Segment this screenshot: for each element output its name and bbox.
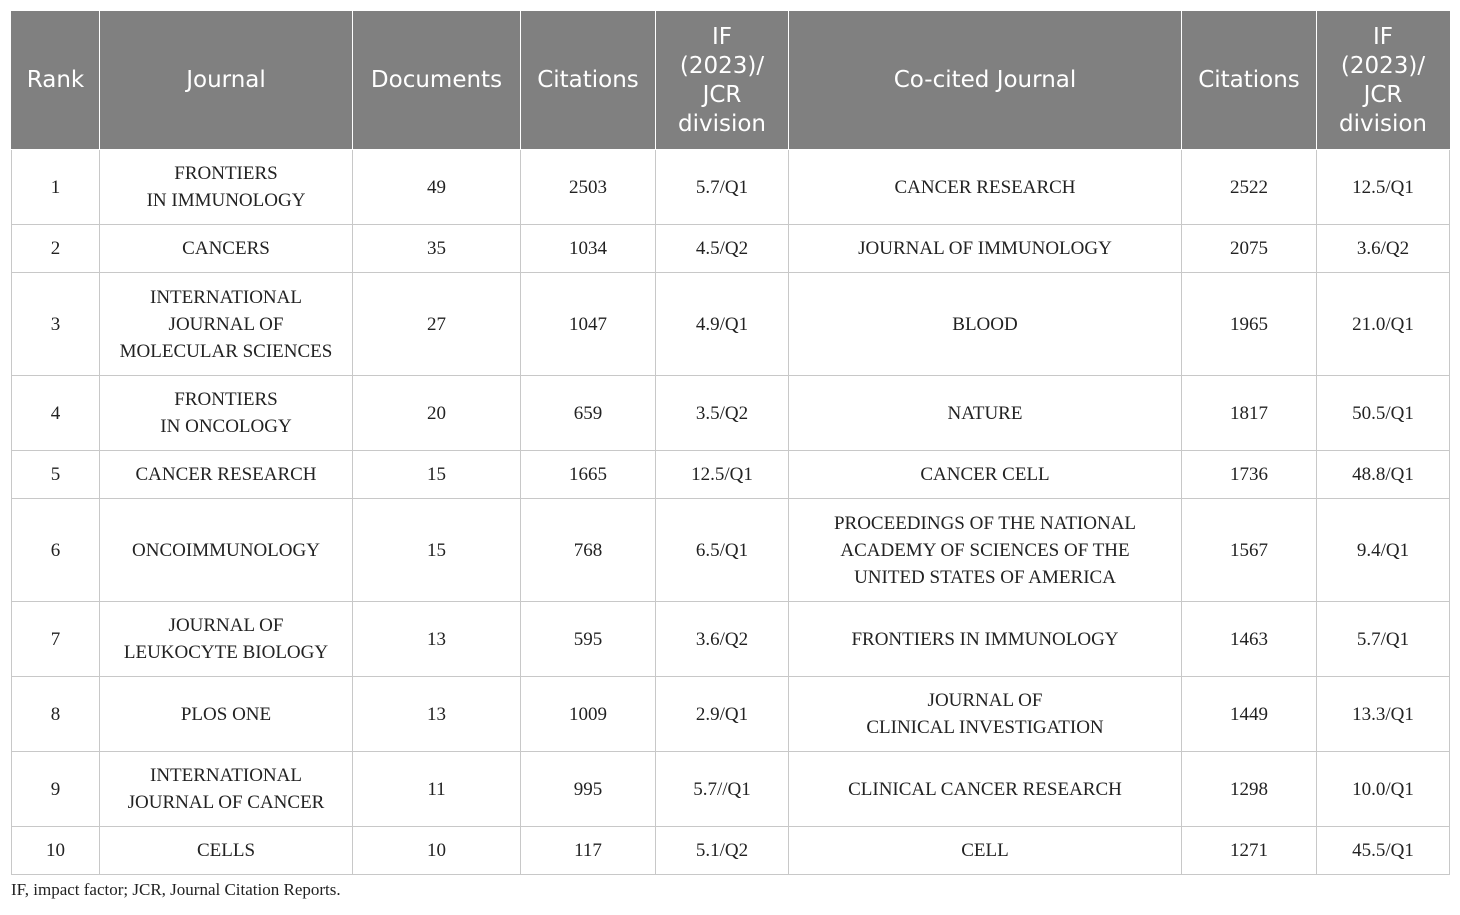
- header-if-jcr: [656, 12, 789, 150]
- header-documents: Documents: [353, 12, 521, 150]
- cell-journal: [100, 752, 353, 827]
- cell-documents: 13: [353, 602, 521, 677]
- header-if-jcr-line: JCR: [702, 81, 742, 108]
- cell-journal: [100, 376, 353, 451]
- table-row: [12, 150, 1450, 225]
- cell-journal-line: CANCER RESEARCH: [135, 464, 317, 485]
- cell-rank: 8: [12, 677, 100, 752]
- header-cocited-if-jcr: [1317, 12, 1450, 150]
- cell-citations: 117: [521, 827, 656, 875]
- cell-journal-line: JOURNAL OF: [168, 313, 284, 335]
- cell-cocited-citations: 1567: [1182, 499, 1317, 602]
- cell-cocited-if-jcr: 3.6/Q2: [1317, 225, 1450, 273]
- cell-journal: [100, 273, 353, 376]
- cell-journal: [100, 602, 353, 677]
- cell-cocited-journal-line: CANCER RESEARCH: [894, 176, 1076, 198]
- cell-if-jcr: 3.6/Q2: [656, 602, 789, 677]
- cell-journal-line: IN IMMUNOLOGY: [146, 190, 306, 211]
- table-row: [12, 602, 1450, 677]
- header-cocited-if-jcr-line: (2023)/: [1340, 52, 1426, 79]
- cell-cocited-if-jcr: 12.5/Q1: [1317, 150, 1450, 225]
- cell-cocited-journal: [789, 677, 1182, 752]
- cell-cocited-citations: 2522: [1182, 150, 1317, 225]
- cell-cocited-journal-line: FRONTIERS IN IMMUNOLOGY: [851, 628, 1119, 650]
- cell-journal: [100, 827, 353, 875]
- cell-cocited-journal: [789, 827, 1182, 875]
- cell-cocited-journal-line: JOURNAL OF: [927, 690, 1043, 711]
- cell-if-jcr: 12.5/Q1: [656, 451, 789, 499]
- header-journal: Journal: [100, 12, 353, 150]
- cell-documents: 15: [353, 499, 521, 602]
- cell-journal: [100, 677, 353, 752]
- header-cocited-if-jcr-line: division: [1338, 110, 1427, 137]
- cell-cocited-citations: 1463: [1182, 602, 1317, 677]
- cell-documents: 13: [353, 677, 521, 752]
- cell-cocited-citations: 1965: [1182, 273, 1317, 376]
- cell-cocited-journal-line: CLINICAL INVESTIGATION: [866, 717, 1104, 738]
- cell-cocited-journal: [789, 602, 1182, 677]
- table-row: [12, 376, 1450, 451]
- table-body: [12, 150, 1450, 875]
- cell-cocited-journal: [789, 273, 1182, 376]
- cell-if-jcr: 4.5/Q2: [656, 225, 789, 273]
- table-row: [12, 451, 1450, 499]
- header-cocited-journal: Co-cited Journal: [789, 12, 1182, 150]
- cell-cocited-journal: [789, 499, 1182, 602]
- cell-citations: 768: [521, 499, 656, 602]
- cell-journal-line: INTERNATIONAL: [150, 286, 302, 308]
- table-footnote: IF, impact factor; JCR, Journal Citation Reports.: [11, 880, 341, 899]
- cell-journal-line: ONCOIMMUNOLOGY: [132, 539, 320, 561]
- cell-documents: 35: [353, 225, 521, 273]
- cell-cocited-if-jcr: 5.7/Q1: [1317, 602, 1450, 677]
- header-row: [12, 12, 1450, 150]
- cell-journal-line: FRONTIERS: [174, 163, 278, 184]
- cell-cocited-journal: [789, 150, 1182, 225]
- cell-documents: 15: [353, 451, 521, 499]
- cell-cocited-journal: [789, 752, 1182, 827]
- table-row: [12, 827, 1450, 875]
- cell-rank: 9: [12, 752, 100, 827]
- header-cocited-if-jcr-line: JCR: [1363, 81, 1403, 108]
- cell-cocited-journal-line: PROCEEDINGS OF THE NATIONAL: [833, 512, 1137, 534]
- header-if-jcr-line: IF: [711, 23, 732, 50]
- cell-journal-line: JOURNAL OF CANCER: [127, 792, 325, 813]
- cell-if-jcr: 5.7//Q1: [656, 752, 789, 827]
- cell-cocited-citations: 2075: [1182, 225, 1317, 273]
- cell-journal-line: FRONTIERS: [174, 389, 278, 410]
- journal-table-container: [11, 11, 1449, 875]
- cell-cocited-citations: 1736: [1182, 451, 1317, 499]
- header-cocited-if-jcr-line: IF: [1372, 23, 1393, 50]
- cell-rank: 4: [12, 376, 100, 451]
- cell-journal-line: CANCERS: [182, 238, 270, 259]
- cell-rank: 3: [12, 273, 100, 376]
- cell-journal-line: JOURNAL OF: [168, 615, 284, 636]
- cell-documents: 49: [353, 150, 521, 225]
- table-row: [12, 677, 1450, 752]
- cell-cocited-if-jcr: 48.8/Q1: [1317, 451, 1450, 499]
- cell-cocited-journal-line: NATURE: [947, 402, 1023, 424]
- header-rank: Rank: [12, 12, 100, 150]
- cell-cocited-if-jcr: 50.5/Q1: [1317, 376, 1450, 451]
- cell-rank: 10: [12, 827, 100, 875]
- table-row: [12, 752, 1450, 827]
- cell-documents: 20: [353, 376, 521, 451]
- cell-rank: 1: [12, 150, 100, 225]
- table-row: [12, 225, 1450, 273]
- cell-journal-line: INTERNATIONAL: [150, 765, 302, 786]
- cell-cocited-journal: [789, 225, 1182, 273]
- cell-journal-line: MOLECULAR SCIENCES: [119, 340, 333, 362]
- cell-journal: [100, 150, 353, 225]
- cell-citations: 1047: [521, 273, 656, 376]
- cell-cocited-if-jcr: 13.3/Q1: [1317, 677, 1450, 752]
- cell-cocited-journal-line: ACADEMY OF SCIENCES OF THE: [840, 539, 1130, 561]
- cell-cocited-journal-line: CLINICAL CANCER RESEARCH: [848, 778, 1122, 800]
- header-if-jcr-line: (2023)/: [679, 52, 765, 79]
- cell-cocited-citations: 1449: [1182, 677, 1317, 752]
- cell-cocited-journal-line: UNITED STATES OF AMERICA: [854, 566, 1116, 588]
- cell-journal: [100, 451, 353, 499]
- cell-journal-line: CELLS: [196, 840, 256, 861]
- cell-cocited-citations: 1817: [1182, 376, 1317, 451]
- table-row: [12, 273, 1450, 376]
- journal-table: [11, 11, 1450, 875]
- cell-citations: 1665: [521, 451, 656, 499]
- cell-cocited-journal-line: BLOOD: [952, 313, 1018, 335]
- cell-cocited-if-jcr: 45.5/Q1: [1317, 827, 1450, 875]
- cell-cocited-citations: 1298: [1182, 752, 1317, 827]
- cell-citations: 2503: [521, 150, 656, 225]
- cell-documents: 10: [353, 827, 521, 875]
- cell-if-jcr: 6.5/Q1: [656, 499, 789, 602]
- cell-if-jcr: 4.9/Q1: [656, 273, 789, 376]
- cell-if-jcr: 3.5/Q2: [656, 376, 789, 451]
- header-if-jcr-line: division: [677, 110, 766, 137]
- cell-cocited-if-jcr: 10.0/Q1: [1317, 752, 1450, 827]
- cell-cocited-if-jcr: 9.4/Q1: [1317, 499, 1450, 602]
- cell-cocited-citations: 1271: [1182, 827, 1317, 875]
- cell-journal-line: LEUKOCYTE BIOLOGY: [123, 642, 329, 663]
- cell-if-jcr: 5.1/Q2: [656, 827, 789, 875]
- cell-rank: 2: [12, 225, 100, 273]
- cell-citations: 1009: [521, 677, 656, 752]
- table-row: [12, 499, 1450, 602]
- cell-citations: 659: [521, 376, 656, 451]
- cell-if-jcr: 2.9/Q1: [656, 677, 789, 752]
- cell-citations: 995: [521, 752, 656, 827]
- cell-cocited-journal: [789, 376, 1182, 451]
- cell-cocited-journal-line: CANCER CELL: [920, 464, 1050, 485]
- cell-cocited-journal-line: CELL: [961, 840, 1009, 861]
- cell-journal: [100, 499, 353, 602]
- cell-citations: 595: [521, 602, 656, 677]
- cell-cocited-journal-line: JOURNAL OF IMMUNOLOGY: [858, 238, 1112, 259]
- cell-rank: 6: [12, 499, 100, 602]
- cell-cocited-journal: [789, 451, 1182, 499]
- cell-journal-line: PLOS ONE: [180, 703, 272, 725]
- cell-citations: 1034: [521, 225, 656, 273]
- cell-cocited-if-jcr: 21.0/Q1: [1317, 273, 1450, 376]
- cell-documents: 11: [353, 752, 521, 827]
- cell-documents: 27: [353, 273, 521, 376]
- cell-journal: [100, 225, 353, 273]
- cell-journal-line: IN ONCOLOGY: [160, 416, 292, 437]
- header-citations: Citations: [521, 12, 656, 150]
- cell-rank: 5: [12, 451, 100, 499]
- cell-if-jcr: 5.7/Q1: [656, 150, 789, 225]
- header-cocited-citations: Citations: [1182, 12, 1317, 150]
- cell-rank: 7: [12, 602, 100, 677]
